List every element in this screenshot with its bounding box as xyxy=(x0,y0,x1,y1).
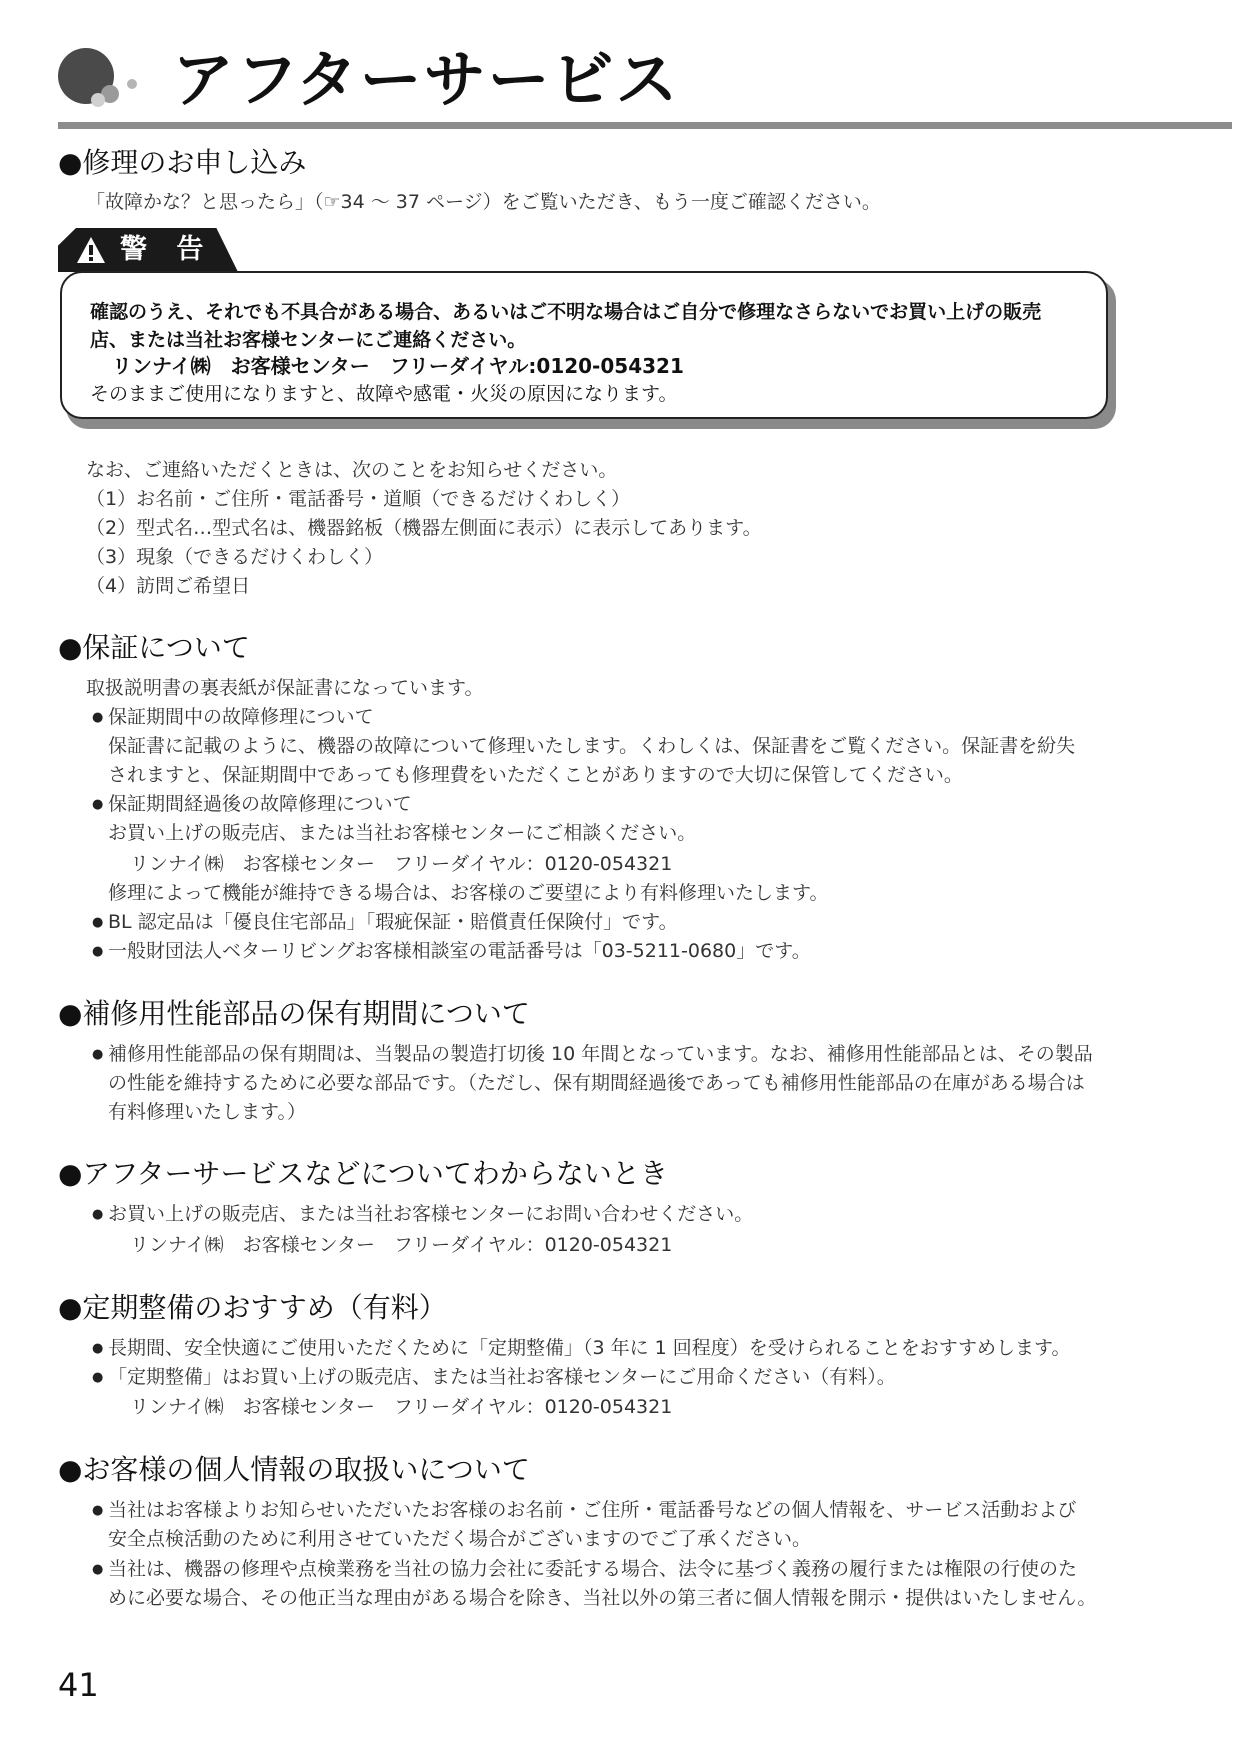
warning-tab xyxy=(58,228,238,272)
bullet-icon: ● xyxy=(92,1047,104,1062)
bullet-icon: ● xyxy=(92,1207,104,1222)
repair-item-1: （1）お名前・ご住所・電話番号・道順（できるだけくわしく） xyxy=(86,488,631,510)
privacy-bullet-1: ● 当社はお客様よりお知らせいただいたお客様のお名前・ご住所・電話番号などの個人情報を、サービス活動および xyxy=(108,1496,1076,1525)
parts-bullet: ● 補修用性能部品の保有期間は、当製品の製造打切後 10 年間となっています。なお、補修用性能部品とは、その製品 xyxy=(108,1040,1093,1069)
warranty-bullet-2 xyxy=(92,790,412,819)
parts-line-3: 有料修理いたします。） xyxy=(108,1101,306,1123)
title-circles-icon xyxy=(58,42,158,112)
bullet-icon: ● xyxy=(92,944,104,959)
page-number: 41 xyxy=(58,1666,99,1704)
warranty-b2-line-2: 修理によって機能が維持できる場合は、お客様のご要望により有料修理いたします。 xyxy=(108,882,829,904)
warranty-intro: 取扱説明書の裏表紙が保証書になっています。 xyxy=(86,677,484,699)
warning-contact: リンナイ㈱ お客様センター フリーダイヤル:0120-054321 xyxy=(112,354,684,378)
repair-intro: 「故障かな？と思ったら」（☞34 ～ 37 ページ）をご覧いただき、もう一度ご確認ください。 xyxy=(86,191,881,213)
heading-repair: ●修理のお申し込み xyxy=(58,146,307,179)
privacy-b1-line-2: 安全点検活動のために利用させていただく場合がございますのでご了承ください。 xyxy=(108,1528,812,1550)
heading-parts: ●補修用性能部品の保有期間について xyxy=(58,997,530,1030)
bullet-icon: ● xyxy=(92,1503,104,1518)
parts-line-2: の性能を維持するために必要な部品です。（ただし、保有期間経過後であっても補修用性能部品の在庫がある場合は xyxy=(108,1072,1085,1094)
repair-notice: なお、ご連絡いただくときは、次のことをお知らせください。 xyxy=(86,459,618,481)
bullet-icon: ● xyxy=(92,710,104,725)
warranty-b2-contact: リンナイ㈱ お客様センター フリーダイヤル：0120-054321 xyxy=(130,853,673,875)
heading-warranty: ●保証について xyxy=(58,631,250,664)
maintenance-contact: リンナイ㈱ お客様センター フリーダイヤル：0120-054321 xyxy=(130,1396,673,1418)
bullet-icon: ● xyxy=(92,915,104,930)
warning-line-1: 確認のうえ、それでも不具合がある場合、あるいはご不明な場合はご自分で修理なさらないでお買い上げの販売 xyxy=(90,301,1042,323)
repair-item-2: （2）型式名…型式名は、機器銘板（機器左側面に表示）に表示してあります。 xyxy=(86,517,762,539)
bullet-icon: ● xyxy=(92,1370,104,1385)
title-rule xyxy=(58,122,1232,129)
repair-item-3: （3）現象（できるだけくわしく） xyxy=(86,546,384,568)
warning-icon xyxy=(76,236,106,264)
warranty-b2-line-1: お買い上げの販売店、または当社お客様センターにご相談ください。 xyxy=(108,822,697,844)
warning-note: そのままご使用になりますと、故障や感電・火災の原因になります。 xyxy=(90,383,678,405)
heading-unknown: ●アフターサービスなどについてわからないとき xyxy=(58,1157,668,1190)
warranty-b2-title: 保証期間経過後の故障修理について xyxy=(108,793,412,815)
warranty-b1-line-1: 保証書に記載のように、機器の故障について修理いたします。くわしくは、保証書をご覧ください。保証書を紛失 xyxy=(108,735,1076,757)
warranty-b1-title: 保証期間中の故障修理について xyxy=(108,706,374,728)
heading-privacy: ●お客様の個人情報の取扱いについて xyxy=(58,1453,530,1486)
unknown-bullet: ● お買い上げの販売店、または当社お客様センターにお問い合わせください。 xyxy=(108,1200,753,1229)
warning-line-2: 店、または当社お客様センターにご連絡ください。 xyxy=(90,329,527,351)
bullet-icon: ● xyxy=(92,797,104,812)
bullet-icon: ● xyxy=(92,1341,104,1356)
warranty-bullet-3: ● BL 認定品は「優良住宅部品」「瑕疵保証・賠償責任保険付」です。 xyxy=(108,908,678,937)
privacy-bullet-2: ● 当社は、機器の修理や点検業務を当社の協力会社に委託する場合、法令に基づく義務の履行または権限の行使のた xyxy=(108,1555,1077,1584)
warning-label: 警 告 xyxy=(120,234,214,265)
bullet-icon: ● xyxy=(92,1562,104,1577)
privacy-b2-line-2: めに必要な場合、その他正当な理由がある場合を除き、当社以外の第三者に個人情報を開示・提供はいたしません。 xyxy=(108,1587,1097,1609)
maintenance-bullet-2: ● 「定期整備」はお買い上げの販売店、または当社お客様センターにご用命ください（有料）。 xyxy=(108,1363,896,1392)
warranty-b1-line-2: されますと、保証期間中であっても修理費をいただくことがありますので大切に保管してください。 xyxy=(108,764,963,786)
maintenance-bullet-1: ● 長期間、安全快適にご使用いただくために「定期整備」（3 年に 1 回程度）を受けられることをおすすめします。 xyxy=(108,1334,1070,1363)
page-title: アフターサービス xyxy=(172,43,680,116)
heading-maintenance: ●定期整備のおすすめ（有料） xyxy=(58,1291,447,1324)
unknown-contact: リンナイ㈱ お客様センター フリーダイヤル：0120-054321 xyxy=(130,1234,673,1256)
warranty-bullet-1 xyxy=(92,703,374,732)
repair-item-4: （4）訪問ご希望日 xyxy=(86,575,251,597)
warranty-bullet-4: ● 一般財団法人ベターリビングお客様相談室の電話番号は「03-5211-0680」です。 xyxy=(108,937,811,966)
